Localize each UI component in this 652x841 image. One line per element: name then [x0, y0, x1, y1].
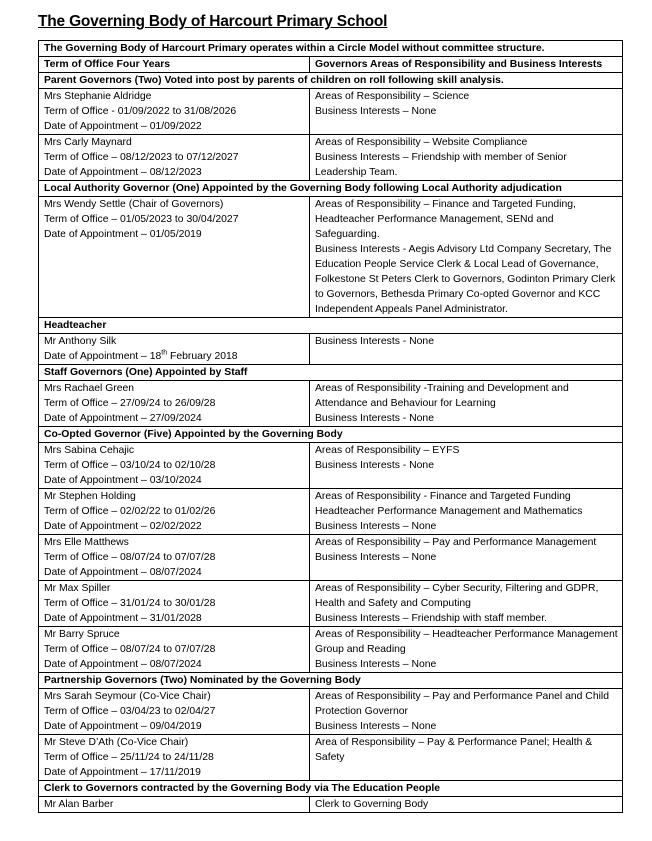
business-interests: Business Interests - None	[315, 413, 434, 424]
governor-name: Mr Barry Spruce	[44, 629, 120, 640]
areas-of-responsibility: Areas of Responsibility – Headteacher Performance Management Group and Reading	[315, 629, 618, 655]
governor-responsibilities	[310, 89, 623, 135]
business-interests: Business Interests - None	[315, 460, 434, 471]
section-heading: Headteacher	[39, 318, 623, 334]
governor-responsibilities	[310, 135, 623, 181]
areas-of-responsibility: Areas of Responsibility – Finance and Targeted Funding, Headteacher Performance Management, SENd and Safeguarding.	[315, 199, 576, 240]
section-heading-row	[39, 181, 623, 197]
areas-of-responsibility: Areas of Responsibility – Pay and Performance Panel and Child Protection Governor	[315, 691, 609, 717]
areas-of-responsibility: Areas of Responsibility -Training and Development and Attendance and Behaviour for Learning	[315, 383, 569, 409]
date-of-appointment: Date of Appointment – 02/02/2022	[44, 521, 202, 532]
business-interests: Business Interests – None	[315, 106, 437, 117]
governor-row	[39, 581, 623, 627]
document-title: The Governing Body of Harcourt Primary School	[38, 13, 388, 30]
date-of-appointment: Date of Appointment – 01/09/2022	[44, 121, 202, 132]
governor-row	[39, 627, 623, 673]
date-of-appointment: Date of Appointment – 08/07/2024	[44, 567, 202, 578]
section-heading: Staff Governors (One) Appointed by Staff	[39, 365, 623, 381]
business-interests: Business Interests – Friendship with staff member.	[315, 613, 547, 624]
governor-row	[39, 381, 623, 427]
date-of-appointment: Date of Appointment – 17/11/2019	[44, 767, 201, 778]
intro-text: The Governing Body of Harcourt Primary operates within a Circle Model without committee structure.	[39, 41, 623, 57]
clerk-role: Clerk to Governing Body	[310, 797, 623, 813]
governor-responsibilities	[310, 334, 623, 365]
governor-responsibilities	[310, 627, 623, 673]
section-heading-row	[39, 318, 623, 334]
governor-details	[39, 334, 310, 365]
business-interests: Business Interests – Friendship with member of Senior Leadership Team.	[315, 152, 567, 178]
governor-row	[39, 443, 623, 489]
areas-of-responsibility: Area of Responsibility – Pay & Performance Panel; Health & Safety	[315, 737, 593, 763]
governor-responsibilities	[310, 443, 623, 489]
governor-name: Mr Stephen Holding	[44, 491, 136, 502]
section-heading-row	[39, 365, 623, 381]
term-of-office: Term of Office – 08/07/24 to 07/07/28	[44, 552, 216, 563]
governor-responsibilities	[310, 535, 623, 581]
intro-row	[39, 41, 623, 57]
term-of-office: Term of Office – 25/11/24 to 24/11/28	[44, 752, 214, 763]
areas-of-responsibility: Areas of Responsibility – Cyber Security, Filtering and GDPR, Health and Safety and Computing	[315, 583, 599, 609]
term-of-office: Term of Office - 01/09/2022 to 31/08/2026	[44, 106, 237, 117]
section-heading: Partnership Governors (Two) Nominated by the Governing Body	[39, 673, 623, 689]
header-term-of-office: Term of Office Four Years	[39, 57, 310, 73]
appointment-date-suffix: February 2018	[167, 351, 238, 362]
governor-row	[39, 334, 623, 365]
business-interests: Business Interests – None	[315, 721, 437, 732]
term-of-office: Term of Office – 08/12/2023 to 07/12/2027	[44, 152, 239, 163]
section-heading: Parent Governors (Two) Voted into post by parents of children on roll following skill analysis.	[39, 73, 623, 89]
areas-of-responsibility: Areas of Responsibility – EYFS	[315, 445, 460, 456]
governor-responsibilities	[310, 381, 623, 427]
business-interests: Business Interests – None	[315, 659, 437, 670]
section-heading-row	[39, 673, 623, 689]
column-header-row	[39, 57, 623, 73]
governor-row	[39, 535, 623, 581]
governor-name: Mr Steve D’Ath (Co-Vice Chair)	[44, 737, 189, 748]
date-of-appointment: Date of Appointment – 09/04/2019	[44, 721, 202, 732]
date-of-appointment: Date of Appointment – 31/01/2028	[44, 613, 202, 624]
governor-row	[39, 689, 623, 735]
governor-name: Mr Anthony Silk	[44, 336, 117, 347]
governor-row	[39, 135, 623, 181]
date-of-appointment: Date of Appointment – 08/12/2023	[44, 167, 202, 178]
governor-row	[39, 735, 623, 781]
term-of-office: Term of Office – 01/05/2023 to 30/04/2027	[44, 214, 239, 225]
header-responsibilities: Governors Areas of Responsibility and Business Interests	[310, 57, 623, 73]
governor-name: Mrs Wendy Settle (Chair of Governors)	[44, 199, 224, 210]
clerk-row	[39, 797, 623, 813]
date-of-appointment: Date of Appointment – 08/07/2024	[44, 659, 202, 670]
term-of-office: Term of Office – 27/09/24 to 26/09/28	[44, 398, 216, 409]
governor-row	[39, 489, 623, 535]
governor-responsibilities	[310, 581, 623, 627]
section-heading-row	[39, 427, 623, 443]
business-interests: Business Interests – None	[315, 552, 437, 563]
governor-responsibilities	[310, 489, 623, 535]
governor-details	[39, 197, 310, 318]
governor-details	[39, 489, 310, 535]
governor-row	[39, 197, 623, 318]
governor-name: Mr Max Spiller	[44, 583, 111, 594]
section-heading-row	[39, 781, 623, 797]
governor-details	[39, 627, 310, 673]
areas-of-responsibility: Areas of Responsibility – Website Compliance	[315, 137, 528, 148]
appointment-date-prefix: Date of Appointment – 18	[44, 351, 162, 362]
date-of-appointment: Date of Appointment – 03/10/2024	[44, 475, 202, 486]
date-of-appointment: Date of Appointment – 27/09/2024	[44, 413, 202, 424]
business-interests: Business Interests – None	[315, 521, 437, 532]
term-of-office: Term of Office – 08/07/24 to 07/07/28	[44, 644, 216, 655]
governor-details	[39, 89, 310, 135]
governor-name: Mrs Stephanie Aldridge	[44, 91, 152, 102]
business-interests: Business Interests - None	[315, 336, 434, 347]
governor-details	[39, 735, 310, 781]
areas-of-responsibility: Areas of Responsibility – Science	[315, 91, 470, 102]
governor-name: Mrs Sarah Seymour (Co-Vice Chair)	[44, 691, 211, 702]
business-interests: Business Interests - Aegis Advisory Ltd Company Secretary, The Education People Service Clerk & Local Lead of Governance, Folkestone St Peters Clerk to Governors, Godinton Primary Clerk to Governors, Bethesda Primary Co-opted Governor and KCC Independent Appeals Panel Administrator.	[315, 244, 616, 315]
section-heading: Local Authority Governor (One) Appointed by the Governing Body following Local Authority adjudication	[39, 181, 623, 197]
section-heading: Clerk to Governors contracted by the Governing Body via The Education People	[39, 781, 623, 797]
term-of-office: Term of Office – 03/10/24 to 02/10/28	[44, 460, 216, 471]
governor-responsibilities	[310, 735, 623, 781]
governor-responsibilities	[310, 689, 623, 735]
governor-details	[39, 689, 310, 735]
governor-name: Mrs Sabina Cehajic	[44, 445, 135, 456]
governor-row	[39, 89, 623, 135]
governor-name: Mrs Elle Matthews	[44, 537, 129, 548]
term-of-office: Term of Office – 02/02/22 to 01/02/26	[44, 506, 216, 517]
areas-of-responsibility: Areas of Responsibility – Pay and Performance Management	[315, 537, 597, 548]
governors-table	[38, 40, 623, 813]
term-of-office: Term of Office – 31/01/24 to 30/01/28	[44, 598, 216, 609]
governor-name: Mrs Carly Maynard	[44, 137, 132, 148]
ordinal-suffix: th	[161, 349, 168, 357]
governor-responsibilities	[310, 197, 623, 318]
areas-of-responsibility: Areas of Responsibility - Finance and Targeted Funding Headteacher Performance Management and Mathematics	[315, 491, 583, 517]
section-heading: Co-Opted Governor (Five) Appointed by the Governing Body	[39, 427, 623, 443]
governor-name: Mrs Rachael Green	[44, 383, 135, 394]
date-of-appointment: Date of Appointment – 01/05/2019	[44, 229, 202, 240]
governor-details	[39, 581, 310, 627]
governor-details	[39, 443, 310, 489]
section-heading-row	[39, 73, 623, 89]
governor-details	[39, 535, 310, 581]
governor-details	[39, 381, 310, 427]
date-of-appointment	[44, 349, 305, 364]
term-of-office: Term of Office – 03/04/23 to 02/04/27	[44, 706, 216, 717]
governor-details	[39, 135, 310, 181]
clerk-name: Mr Alan Barber	[39, 797, 310, 813]
